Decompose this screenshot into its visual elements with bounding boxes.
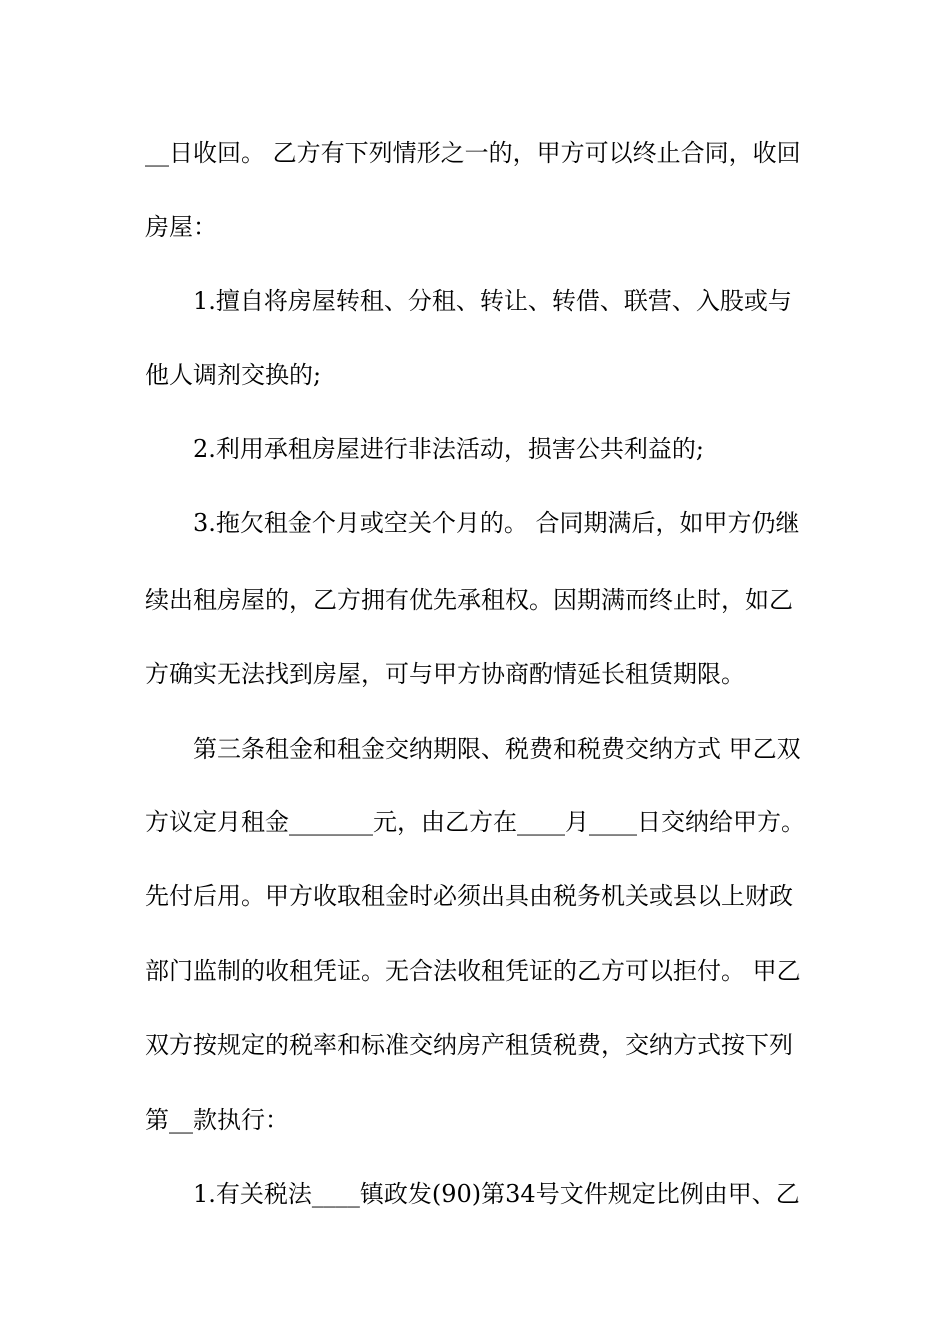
text-line: __日收回。 乙方有下列情形之一的，甲方可以终止合同，收回 bbox=[145, 139, 801, 167]
text-line: 2.利用承租房屋进行非法活动，损害公共利益的; bbox=[193, 435, 704, 463]
text-line: 第三条租金和租金交纳期限、税费和税费交纳方式 甲乙双 bbox=[193, 735, 801, 763]
text-line: 先付后用。甲方收取租金时必须出具由税务机关或县以上财政 bbox=[145, 882, 793, 910]
text-line: 房屋： bbox=[145, 213, 217, 241]
text-line: 他人调剂交换的; bbox=[145, 361, 322, 389]
text-line: 1.有关税法____镇政发(90)第34号文件规定比例由甲、乙 bbox=[193, 1180, 800, 1208]
text-line: 续出租房屋的，乙方拥有优先承租权。因期满而终止时，如乙 bbox=[145, 586, 793, 614]
text-line: 双方按规定的税率和标准交纳房产租赁税费，交纳方式按下列 bbox=[145, 1031, 793, 1059]
text-line: 第__款执行： bbox=[145, 1106, 289, 1134]
text-line: 1.擅自将房屋转租、分租、转让、转借、联营、入股或与 bbox=[193, 287, 792, 315]
text-line: 部门监制的收租凭证。无合法收租凭证的乙方可以拒付。 甲乙 bbox=[145, 957, 801, 985]
text-line: 方议定月租金_______元，由乙方在____月____日交纳给甲方。 bbox=[145, 808, 805, 836]
text-line: 方确实无法找到房屋，可与甲方协商酌情延长租赁期限。 bbox=[145, 660, 745, 688]
text-line: 3.拖欠租金个月或空关个月的。 合同期满后，如甲方仍继 bbox=[193, 509, 800, 537]
